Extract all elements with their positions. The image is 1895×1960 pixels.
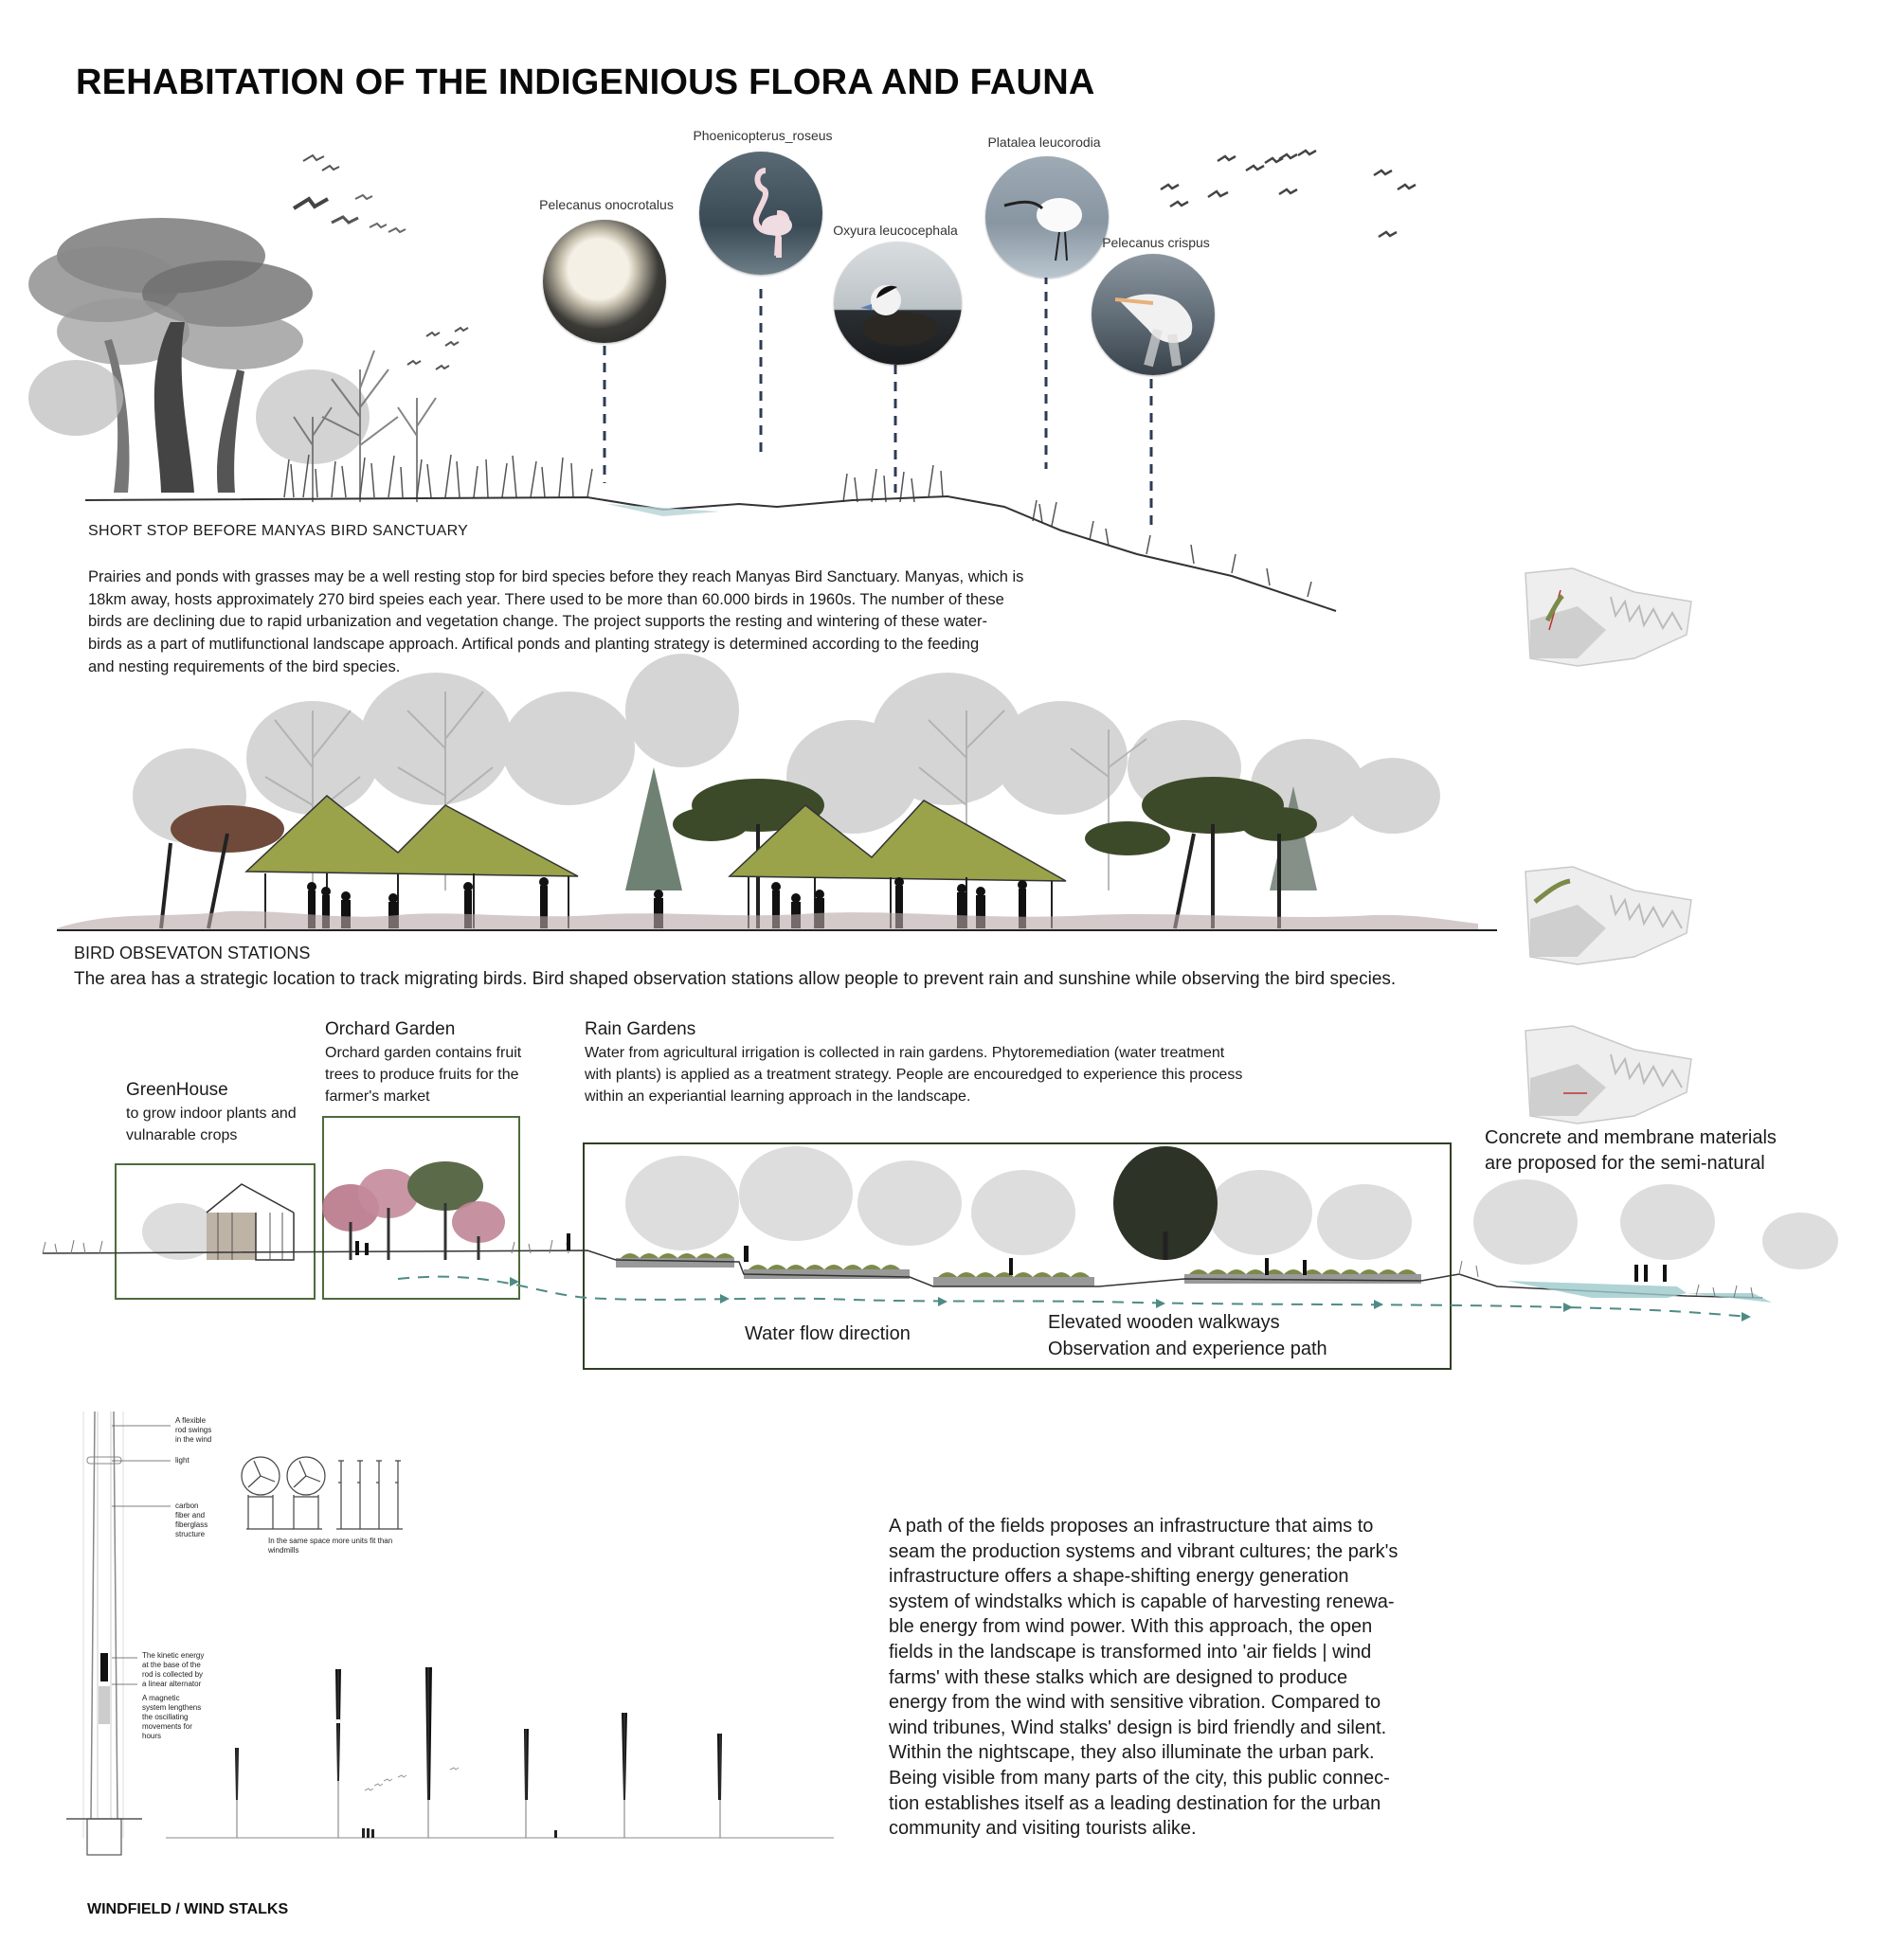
materials-line: are proposed for the semi-natural bbox=[1485, 1153, 1765, 1174]
para-line: Within the nightscape, they also illuminate the urban park. bbox=[889, 1742, 1375, 1764]
para-line: energy from the wind with sensitive vibration. Compared to bbox=[889, 1692, 1381, 1714]
greenhouse-building bbox=[207, 1184, 294, 1260]
note-line: structure bbox=[175, 1530, 206, 1538]
note-line: at the base of the bbox=[142, 1661, 201, 1669]
para-line: tion establishes itself as a leading destination for the urban bbox=[889, 1792, 1381, 1814]
note-line: A magnetic bbox=[142, 1694, 180, 1702]
orchard-line: trees to produce fruits for the bbox=[325, 1067, 519, 1083]
wind-stalk-section bbox=[66, 1412, 142, 1855]
species-label-pelecanus-crispus: Pelecanus crispus bbox=[1102, 235, 1210, 250]
shrub-band bbox=[57, 911, 1478, 930]
orchard-title: Orchard Garden bbox=[325, 1019, 456, 1039]
flamingo-photo bbox=[699, 152, 822, 275]
wind-stalks-diagram bbox=[0, 1402, 853, 1895]
note-units bbox=[268, 1537, 392, 1555]
species-label-phoenicopterus-roseus: Phoenicopterus_roseus bbox=[693, 128, 833, 143]
para-line: fields in the landscape is transformed into 'air fields | wind bbox=[889, 1641, 1372, 1663]
note-line: windmills bbox=[268, 1546, 299, 1555]
note-line: The kinetic energy bbox=[142, 1651, 205, 1660]
note-line: rod swings bbox=[175, 1426, 212, 1434]
section1-line: and nesting requirements of the bird species. bbox=[88, 657, 401, 675]
flock-right-icon bbox=[1161, 151, 1416, 237]
note-line: the oscillating bbox=[142, 1713, 189, 1721]
para-line: wind tribunes, Wind stalks' design is bird friendly and silent. bbox=[889, 1717, 1387, 1738]
prairie-section-illustration bbox=[0, 133, 1895, 625]
water-flow-label: Water flow direction bbox=[745, 1323, 911, 1344]
orchard-line: Orchard garden contains fruit bbox=[325, 1045, 522, 1061]
wind-stalk-field bbox=[166, 1667, 834, 1838]
section4-heading: WINDFIELD / WIND STALKS bbox=[87, 1901, 289, 1917]
observation-shelter-left bbox=[246, 796, 578, 928]
spoonbill-photo bbox=[985, 156, 1109, 278]
note-line: fiber and bbox=[175, 1511, 206, 1519]
conifer-tree bbox=[625, 767, 682, 890]
greenhouse-line: vulnarable crops bbox=[126, 1127, 238, 1143]
para-line: ble energy from wind power. With this approach, the open bbox=[889, 1616, 1373, 1638]
para-line: seam the production systems and vibrant cultures; the park's bbox=[889, 1540, 1399, 1562]
species-label-platalea-leucorodia: Platalea leucorodia bbox=[987, 135, 1101, 150]
note-carbon bbox=[175, 1501, 208, 1539]
orchard-desc bbox=[325, 1042, 521, 1107]
annotation-leaders bbox=[112, 1426, 171, 1684]
section1-line: Prairies and ponds with grasses may be a well resting stop for bird species before they reach Manyas Bird Sanctuary. Manyas, which is bbox=[88, 568, 1024, 585]
species-label-oxyura-leucocephala: Oxyura leucocephala bbox=[833, 223, 958, 238]
note-flexible-rod bbox=[175, 1416, 211, 1445]
section2-body: The area has a strategic location to track migrating birds. Bird shaped observation stations allow people to prevent rain and sunshine while observing the bird species. bbox=[74, 969, 1397, 989]
para-line: system of windstalks which is capable of harvesting renewa- bbox=[889, 1591, 1395, 1612]
note-line: light bbox=[175, 1456, 190, 1465]
note-line: A flexible bbox=[175, 1416, 207, 1425]
rain-line: within an experiantial learning approach in the landscape. bbox=[585, 1088, 971, 1105]
dalmatian-pelican-photo bbox=[1092, 254, 1215, 375]
greenhouse-line: to grow indoor plants and bbox=[126, 1106, 297, 1122]
para-line: A path of the fields proposes an infrastructure that aims to bbox=[889, 1516, 1374, 1537]
note-magnetic bbox=[142, 1694, 201, 1741]
walkway-line: Observation and experience path bbox=[1048, 1339, 1327, 1359]
species-label-pelecanus-onocrotalus: Pelecanus onocrotalus bbox=[539, 197, 674, 212]
note-line: in the wind bbox=[175, 1435, 212, 1444]
walkway-label bbox=[1048, 1309, 1327, 1362]
rain-gardens-desc bbox=[585, 1042, 1242, 1107]
section1-heading: SHORT STOP BEFORE MANYAS BIRD SANCTUARY bbox=[88, 523, 469, 539]
note-line: carbon bbox=[175, 1501, 199, 1510]
section1-line: birds as a part of mutlifunctional landscape approach. Artifical ponds and planting strategy is determined according to the feeding bbox=[88, 636, 980, 654]
pond-right bbox=[1507, 1281, 1687, 1298]
section2-heading: BIRD OBSEVATON STATIONS bbox=[74, 944, 311, 962]
page-title: REHABITATION OF THE INDIGENIOUS FLORA AND FAUNA bbox=[76, 63, 1095, 102]
gardens-section-illustration bbox=[0, 1118, 1895, 1345]
site-map-3-icon bbox=[1521, 1021, 1701, 1125]
para-line: Being visible from many parts of the city, this public connec- bbox=[889, 1767, 1390, 1789]
para-line: community and visiting tourists alike. bbox=[889, 1818, 1197, 1840]
note-line: system lengthens bbox=[142, 1703, 202, 1712]
flock-left-icon bbox=[294, 155, 406, 232]
rain-gardens-title: Rain Gardens bbox=[585, 1019, 696, 1039]
planter-beds bbox=[616, 1253, 1421, 1286]
para-line: infrastructure offers a shape-shifting energy generation bbox=[889, 1566, 1349, 1588]
orchard-line: farmer's market bbox=[325, 1088, 430, 1105]
tree-cluster-left bbox=[28, 218, 370, 493]
walkway-line: Elevated wooden walkways bbox=[1048, 1312, 1280, 1333]
duck-photo bbox=[834, 242, 962, 365]
note-line: a linear alternator bbox=[142, 1680, 202, 1688]
section1-line: 18km away, hosts approximately 270 bird speies each year. There used to be more than 60.000 birds in 1960s. The number of these bbox=[88, 590, 1004, 608]
pelican-photo bbox=[543, 220, 666, 343]
note-line: movements for bbox=[142, 1722, 192, 1731]
materials-line: Concrete and membrane materials bbox=[1485, 1127, 1777, 1148]
flock-small-left-icon bbox=[407, 328, 468, 369]
para-line: farms' with these stalks which are designed to produce bbox=[889, 1666, 1348, 1688]
rain-line: with plants) is applied as a treatment strategy. People are encouredged to experience this process bbox=[585, 1067, 1243, 1083]
note-line: fiberglass bbox=[175, 1520, 208, 1529]
note-light bbox=[175, 1456, 190, 1466]
observation-stations-illustration bbox=[0, 654, 1895, 938]
note-kinetic bbox=[142, 1651, 204, 1689]
note-line: In the same space more units fit than bbox=[268, 1537, 393, 1545]
section1-line: birds are declining due to rapid urbanization and vegetation change. The project supports the resting and wintering of these water- bbox=[88, 613, 988, 631]
note-line: rod is collected by bbox=[142, 1670, 204, 1679]
windstalks-paragraph bbox=[889, 1514, 1448, 1842]
windmill-comparison-icon bbox=[242, 1457, 403, 1529]
greenhouse-title: GreenHouse bbox=[126, 1080, 228, 1100]
site-map-1-icon bbox=[1521, 564, 1701, 668]
rain-line: Water from agricultural irrigation is collected in rain gardens. Phytoremediation (water treatment bbox=[585, 1045, 1225, 1061]
note-line: hours bbox=[142, 1732, 162, 1740]
orchard-trees bbox=[322, 1161, 505, 1260]
